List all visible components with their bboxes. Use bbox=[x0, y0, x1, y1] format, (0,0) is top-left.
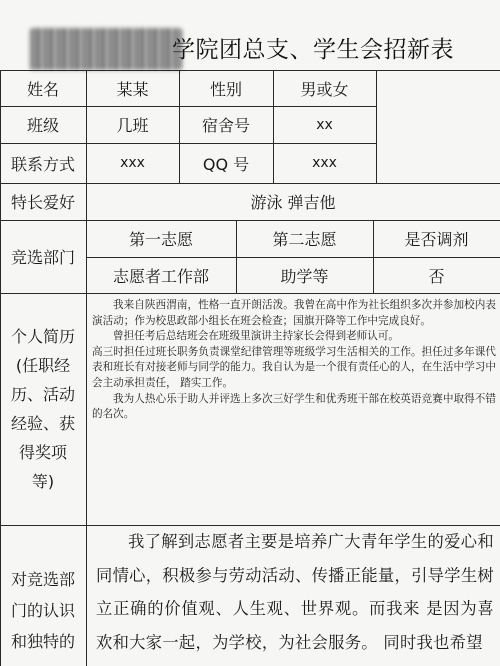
adjust-value: 否 bbox=[428, 266, 445, 286]
photo-area bbox=[376, 70, 500, 183]
recruitment-form-table bbox=[0, 70, 500, 666]
contact-value: xxx bbox=[120, 155, 145, 171]
choice2-value: 助学等 bbox=[280, 266, 329, 286]
gender-label: 性别 bbox=[209, 79, 242, 99]
cognition-label-line: 和独特的 bbox=[10, 632, 75, 651]
class-label: 班级 bbox=[26, 116, 59, 135]
class-value: 几班 bbox=[116, 116, 149, 135]
name-label: 姓名 bbox=[26, 79, 59, 99]
dorm-label: 宿舍号 bbox=[201, 116, 250, 135]
gender-value: 男或女 bbox=[300, 79, 349, 99]
redacted-title-prefix bbox=[30, 28, 182, 70]
qq-value: xxx bbox=[312, 155, 337, 171]
resume-paragraph: 高三时担任过班长职务负责课堂纪律管理等班级学习生活相关的工作。担任过多年课代表和班长有对接老师与同学的能力。我自认为是一个很有责任心的人，在生活中学习中会主动承担责任， 踏实工作。 bbox=[92, 345, 496, 389]
choice1-label: 第一志愿 bbox=[128, 230, 193, 249]
resume-paragraph: 我为人热心乐于助人并评选上多次三好学生和优秀班干部在校英语竞赛中取得不错的名次。 bbox=[92, 392, 496, 421]
resume-paragraph: 我来自陕西渭南，性格一直开朗活泼。我曾在高中作为社长组织多次并参加校内表演活动；作为校思政部小组长在班会检查；国旗开降等工作中完成良好。 bbox=[92, 299, 496, 327]
name-value: 某某 bbox=[116, 79, 149, 99]
resume-label-line: 个人简历 bbox=[10, 327, 75, 346]
cognition-label-line: 门的认识 bbox=[10, 601, 75, 620]
qq-label: QQ 号 bbox=[202, 154, 250, 174]
resume-label-line: 历、活动 bbox=[10, 385, 75, 404]
hobby-label: 特长爱好 bbox=[10, 193, 75, 212]
choice1-value: 志愿者工作部 bbox=[112, 266, 209, 286]
resume-label bbox=[0, 295, 86, 523]
resume-label-line: 等) bbox=[31, 472, 55, 491]
hobby-value: 游泳 弹吉他 bbox=[250, 193, 336, 212]
dept-label: 竞选部门 bbox=[10, 248, 75, 267]
resume-paragraph: 曾担任考后总结班会在班级里演讲主持家长会得到老师认可。 bbox=[113, 330, 400, 343]
cognition-text bbox=[96, 525, 494, 659]
form-title: 学院团总支、学生会招新表 bbox=[172, 37, 454, 63]
resume-label-line: 得奖项 bbox=[18, 443, 67, 462]
dorm-value: xx bbox=[316, 116, 333, 133]
contact-label: 联系方式 bbox=[10, 154, 75, 174]
resume-label-line: 经验、获 bbox=[10, 414, 75, 433]
resume-label-line: (任职经 bbox=[15, 356, 71, 375]
choice2-label: 第二志愿 bbox=[272, 230, 337, 249]
cognition-label bbox=[0, 530, 86, 666]
cognition-paragraph: 我了解到志愿者主要是培养广大青年学生的爱心和同情心，积极参与劳动活动、传播正能量，引导学生树立正确的价值观、人生观、世界观。而我来 是因为喜欢和大家一起，为学校，为社会服务。 同时我也希望 bbox=[96, 532, 494, 652]
adjust-label: 是否调剂 bbox=[404, 230, 469, 249]
cognition-label-line: 对竞选部 bbox=[10, 570, 75, 589]
resume-text bbox=[92, 298, 496, 423]
